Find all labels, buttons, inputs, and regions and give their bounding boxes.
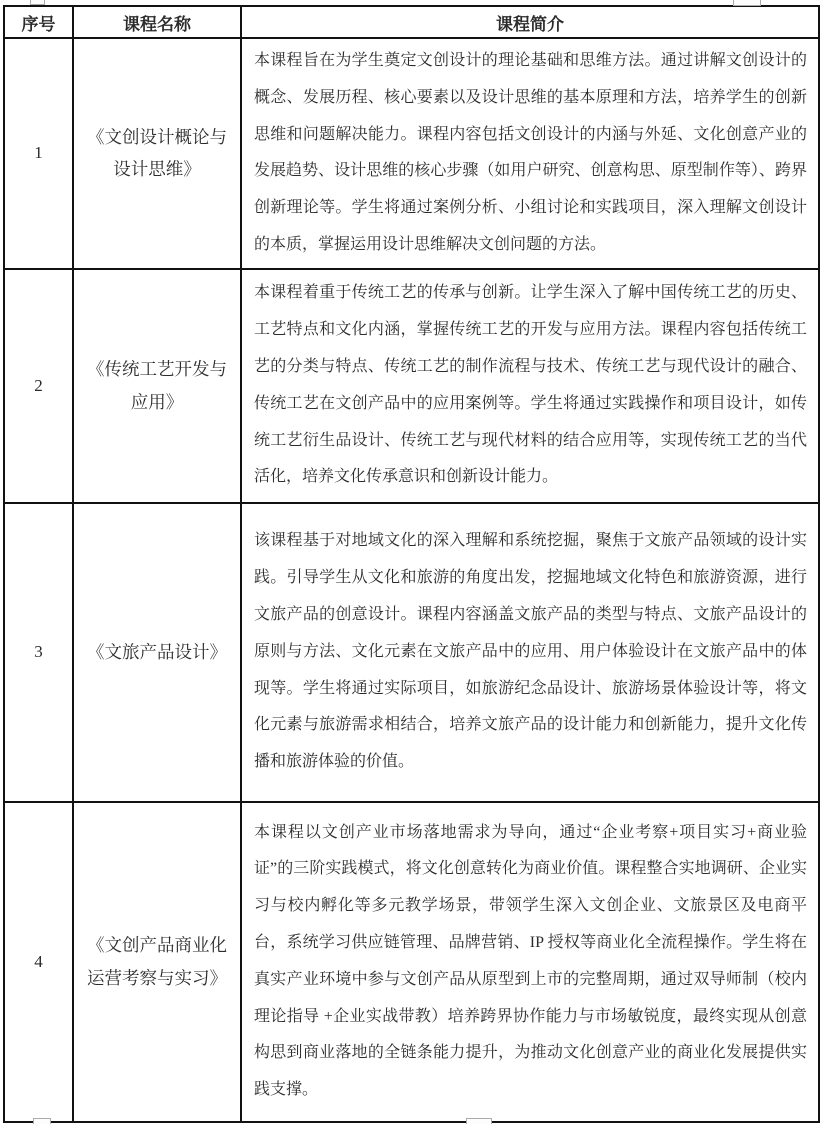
course-number-cell: 4 xyxy=(4,802,73,1122)
course-name-cell: 《文旅产品设计》 xyxy=(73,503,241,802)
header-cell-intro: 课程简介 xyxy=(241,6,819,38)
screenshot-artifact xyxy=(733,0,761,6)
screenshot-artifact xyxy=(33,1118,51,1124)
course-number-cell: 3 xyxy=(4,503,73,802)
course-intro-cell: 该课程基于对地域文化的深入理解和系统挖掘，聚焦于文旅产品领域的设计实践。引导学生从文化和旅游的角度出发，挖掘地域文化特色和旅游资源，进行文旅产品的创意设计。课程内容涵盖文旅产品的类型与特点、文旅产品设计的原则与方法、文化元素在文旅产品中的应用、用户体验设计在文旅产品中的体现等。学生将通过实际项目，如旅游纪念品设计、旅游场景体验设计等，将文化元素与旅游需求相结合，培养文旅产品的设计能力和创新能力，提升文化传播和旅游体验的价值。 xyxy=(241,503,819,802)
course-intro-cell: 本课程着重于传统工艺的传承与创新。让学生深入了解中国传统工艺的历史、工艺特点和文化内涵，掌握传统工艺的开发与应用方法。课程内容包括传统工艺的分类与特点、传统工艺的制作流程与技术、传统工艺与现代设计的融合、传统工艺在文创产品中的应用案例等。学生将通过实践操作和项目设计，如传统工艺衍生品设计、传统工艺与现代材料的结合应用等，实现传统工艺的当代活化，培养文化传承意识和创新设计能力。 xyxy=(241,269,819,503)
screenshot-artifact xyxy=(30,0,45,5)
course-name-cell: 《文创设计概论与设计思维》 xyxy=(73,38,241,269)
table-row xyxy=(4,269,819,503)
header-cell-name: 课程名称 xyxy=(73,6,241,38)
course-name-cell: 《文创产品商业化运营考察与实习》 xyxy=(73,802,241,1122)
table-row xyxy=(4,38,819,269)
course-number-cell: 1 xyxy=(4,38,73,269)
course-intro-cell: 本课程以文创产业市场落地需求为导向，通过“企业考察+项目实习+商业验证”的三阶实践模式，将文化创意转化为商业价值。课程整合实地调研、企业实习与校内孵化等多元教学场景，带领学生深入文创企业、文旅景区及电商平台，系统学习供应链管理、品牌营销、IP 授权等商业化全流程操作。学生将在真实产业环境中参与文创产品从原型到上市的完整周期，通过双导师制（校内理论指导 +企业实战带教）培养跨界协作能力与市场敏锐度，最终实现从创意构思到商业落地的全链条能力提升，为推动文化创意产业的商业化发展提供实践支撑。 xyxy=(241,802,819,1122)
screenshot-artifact xyxy=(466,1118,492,1124)
table-header-row xyxy=(4,6,819,38)
course-number-cell: 2 xyxy=(4,269,73,503)
table-row xyxy=(4,802,819,1122)
course-name-cell: 《传统工艺开发与应用》 xyxy=(73,269,241,503)
course-table xyxy=(3,5,820,1123)
table-row xyxy=(4,503,819,802)
header-cell-number: 序号 xyxy=(4,6,73,38)
course-intro-cell: 本课程旨在为学生奠定文创设计的理论基础和思维方法。通过讲解文创设计的概念、发展历程、核心要素以及设计思维的基本原理和方法，培养学生的创新思维和问题解决能力。课程内容包括文创设计的内涵与外延、文化创意产业的发展趋势、设计思维的核心步骤（如用户研究、创意构思、原型制作等）、跨界创新理论等。学生将通过案例分析、小组讨论和实践项目，深入理解文创设计的本质，掌握运用设计思维解决文创问题的方法。 xyxy=(241,38,819,269)
